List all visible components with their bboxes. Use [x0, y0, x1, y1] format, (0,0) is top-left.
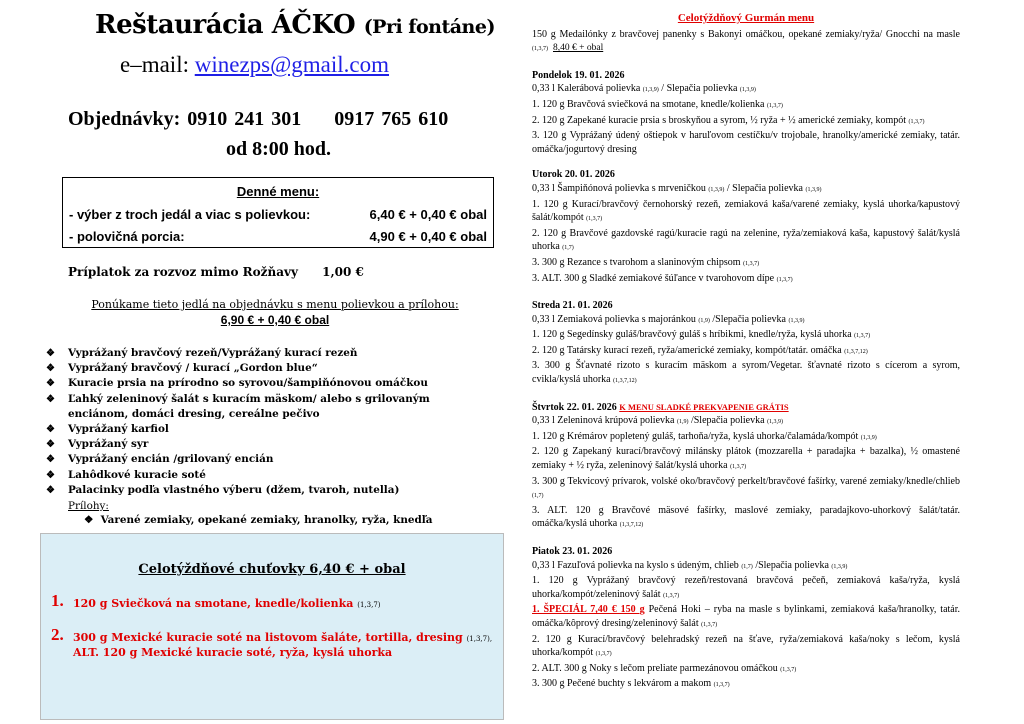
menu-line: 0,33 l Zemiaková polievka s majoránkou (1,9) /Slepačia polievka (1,3,9): [532, 313, 805, 325]
day-section: [532, 168, 960, 287]
email-link[interactable]: winezps@gmail.com: [194, 52, 390, 77]
restaurant-title: Reštaurácia ÁČKO (Pri fontáne): [95, 10, 495, 40]
day-title: Utorok 20. 01. 2026: [532, 169, 615, 181]
menu-line: 0,33 l Kalerábová polievka (1,3,9) / Slepačia polievka (1,3,9): [532, 83, 756, 95]
weekly-item-1: 1. 120 g Sviečková na smotane, knedle/kolienka (1,3,7): [51, 591, 381, 610]
day-section: [532, 401, 960, 533]
menu-line: 3. 300 g Tekvicový prívarok, volské oko/bravčový perkelt/bravčové fašírky, varené zemiaky/knedle/chlieb (1,7): [532, 475, 960, 500]
day-title: Piatok 23. 01. 2026: [532, 546, 613, 557]
menu-line: 1. 120 g Kurací/bravčový černohorský rezeň, zemiaková kaša/varené zemiaky, kyslá uhorka/kapustový šalát/kompót (1,3,7): [532, 198, 960, 224]
order-offer: [40, 298, 510, 327]
list-item: ❖ Vyprážaný karfiol: [46, 422, 486, 437]
email-line: [120, 52, 389, 78]
list-item: ❖ Kuracie prsia na prírodno so syrovou/šampiňónovou omáčkou: [46, 376, 486, 391]
menu-line: 1. 120 g Segedínsky guláš/bravčový guláš s hríbikmi, knedle/ryža, kyslá uhorka (1,3,7): [532, 329, 871, 341]
day-section: [532, 545, 960, 693]
gourmet-price: 8,40 € + obal: [553, 43, 604, 54]
diamond-bullet-icon: ❖: [46, 469, 55, 481]
list-item: ❖ Ľahký zeleninový šalát s kuracím mäskom/ alebo s grilovaným enciánom, domáci dresing, cereálne pečivo: [46, 392, 430, 420]
menu-line: 1. 120 g Bravčová sviečková na smotane, knedle/kolienka (1,3,7): [532, 98, 783, 110]
day-title: Streda 21. 01. 2026: [532, 300, 613, 312]
right-column: [532, 12, 960, 693]
orders-line: [68, 108, 448, 131]
day-title: Štvrtok 22. 01. 2026 K MENU SLADKÉ PREKVAPENIE GRÁTIS: [532, 401, 789, 413]
diamond-bullet-icon: ❖: [84, 514, 101, 526]
gourmet-text: 150 g Medailónky z bravčovej panenky s Bakonyi omáčkou, opekané zemiaky/ryža/ Gnocchi na masle (1,3,7) 8,40 € + obal: [532, 28, 960, 54]
email-label: e–mail:: [120, 52, 189, 77]
day-title: Pondelok 19. 01. 2026: [532, 69, 625, 81]
offer-price: 6,90 € + 0,40 € obal: [220, 313, 330, 327]
sides-items: ❖ Varené zemiaky, opekané zemiaky, hranolky, ryža, knedľa: [84, 514, 433, 526]
menu-line: 1. 120 g Vyprážaný bravčový rezeň/restovaná bravčová pečeň, zemiaková kaša/ryža, kyslá uhorka/kompót/zeleninový šalát (1,3,7): [532, 575, 960, 600]
menu-line: 3. ALT. 300 g Sladké zemiakové šúľance v tvarohovom dípe (1,3,7): [532, 272, 793, 284]
sides-label: Prílohy:: [68, 500, 109, 512]
phone-1[interactable]: 0910 241 301: [187, 108, 302, 130]
opening-hours: od 8:00 hod.: [226, 138, 332, 160]
menu-line: 3. 300 g Šťavnaté rizoto s kuracím mäskom a syrom/Vegetar. šťavnaté rizoto s cícerom a syrom, cvikla/kyslá uhorka (1,3,7,12): [532, 360, 960, 386]
daily-menu-box: [62, 177, 494, 248]
menu-line: 2. ALT. 300 g Noky s lečom preliate parmezánovou omáčkou (1,3,7): [532, 662, 797, 674]
special-offer: 1. ŠPECIÁL 7,40 € 150 g: [532, 604, 645, 616]
menu-line: 3. 300 g Pečené buchty s lekvárom a makom (1,3,7): [532, 678, 730, 690]
sides-section: [68, 500, 432, 526]
menu-line: 0,33 l Fazuľová polievka na kyslo s údeným, chlieb (1,7) /Slepačia polievka (1,3,9): [532, 559, 848, 571]
menu-line: 2. 120 g Zapekaný kurací/bravčový milánsky plátok (mozzarella + paradajka + bazalka), ½ omastené zemiaky + ½ ryža, zeleninový šalát/kyslá uhorka (1,3,7): [532, 446, 960, 472]
menu-line: 3. ALT. 120 g Bravčové mäsové fašírky, maslové zemiaky, paradajkovo-uhorkový šalát/tatár. omáčka/kyslá uhorka (1,3,7,12): [532, 504, 960, 530]
diamond-bullet-icon: ❖: [46, 393, 55, 405]
diamond-bullet-icon: ❖: [46, 348, 55, 359]
list-item: ❖ Vyprážaný encián /grilovaný encián: [46, 452, 486, 467]
weekly-treats-heading: Celotýždňové chuťovky 6,40 € + obal: [138, 562, 406, 577]
list-item: ❖ Vyprážaný syr: [46, 437, 486, 452]
list-item: ❖ Vyprážaný bravčový / kurací „Gordon blue“: [46, 361, 486, 376]
dish-list: [46, 346, 486, 498]
gourmet-heading: Celotýždňový Gurmán menu: [677, 12, 815, 24]
diamond-bullet-icon: ❖: [46, 454, 55, 466]
weekly-menu-days: [532, 69, 960, 693]
weekly-item-2: 2. 300 g Mexické kuracie soté na listovom šaláte, tortilla, dresing (1,3,7), ALT. 120 g Mexické kuracie soté, ryža, kyslá uhorka: [51, 625, 493, 659]
menu-line: 0,33 l Šampiňónová polievka s mrveničkou (1,3,9) / Slepačia polievka (1,3,9): [532, 182, 822, 194]
menu-line: 0,33 l Zeleninová krúpová polievka (1,9) /Slepačia polievka (1,3,9): [532, 415, 784, 427]
daily-menu-row-half: - polovičná porcia: 4,90 € + 0,40 € obal: [69, 229, 487, 244]
list-item: ❖ Vyprážaný bravčový rezeň/Vyprážaný kurací rezeň: [46, 346, 486, 361]
list-item: ❖ Lahôdkové kuracie soté: [46, 468, 486, 483]
menu-line: 1. ŠPECIÁL 7,40 € 150 g Pečená Hoki – ryba na masle s bylinkami, zemiaková kaša/hranolky, tatár. omáčka/kôprový dresing/zeleninový šalát (1,3,7): [532, 604, 960, 629]
weekly-treats-box: [40, 533, 504, 720]
orders-label: Objednávky:: [68, 108, 181, 130]
title-subtitle: (Pri fontáne): [363, 16, 495, 38]
menu-line: 2. 120 g Tatársky kurací rezeň, ryža/americké zemiaky, kompót/tatár. omáčka (1,3,7,12): [532, 344, 868, 356]
diamond-bullet-icon: ❖: [46, 424, 55, 436]
menu-line: 2. 120 g Zapekané kuracie prsia s broskyňou a syrom, ½ ryža + ½ americké zemiaky, kompót (1,3,7): [532, 114, 925, 126]
list-item: ❖ Palacinky podľa vlastného výberu (džem, tvaroh, nutella): [46, 483, 486, 498]
day-extra-note: K MENU SLADKÉ PREKVAPENIE GRÁTIS: [619, 401, 789, 412]
day-section: [532, 299, 960, 389]
day-section: [532, 69, 960, 157]
menu-line: 3. 300 g Rezance s tvarohom a slaninovým chipsom (1,3,7): [532, 256, 760, 268]
menu-line: 3. 120 g Vyprážaný údený oštiepok v haruľovom cestíčku/v trojobale, hranolky/americké zemiaky, tatár. omáčka/jogurtový dresing: [532, 130, 960, 155]
diamond-bullet-icon: ❖: [46, 378, 55, 390]
daily-menu-row-full: - výber z troch jedál a viac s polievkou: 6,40 € + 0,40 € obal: [69, 207, 487, 222]
diamond-bullet-icon: ❖: [46, 363, 55, 375]
diamond-bullet-icon: ❖: [46, 439, 55, 451]
delivery-surcharge: Príplatok za rozvoz mimo Rožňavy 1,00 €: [68, 265, 364, 279]
offer-text: Ponúkame tieto jedlá na objednávku s menu polievkou a prílohou:: [91, 298, 459, 311]
menu-line: 2. 120 g Kurací/bravčový belehradský rezeň na šťave, ryža/zemiaková kaša/noky s lečom, kyslá uhorka/kompót (1,3,7): [532, 633, 960, 659]
phone-2[interactable]: 0917 765 610: [334, 108, 449, 130]
diamond-bullet-icon: ❖: [46, 484, 55, 496]
menu-line: 1. 120 g Krémárov popletený guláš, tarhoňa/ryža, kyslá uhorka/čalamáda/kompót (1,3,9): [532, 430, 877, 442]
daily-menu-heading: Denné menu:: [236, 184, 320, 199]
menu-line: 2. 120 g Bravčové gazdovské ragú/kuracie ragú na zelenine, ryža/zemiaková kaša, kapustový šalát/kyslá uhorka (1,7): [532, 227, 960, 253]
left-column: [40, 0, 510, 724]
